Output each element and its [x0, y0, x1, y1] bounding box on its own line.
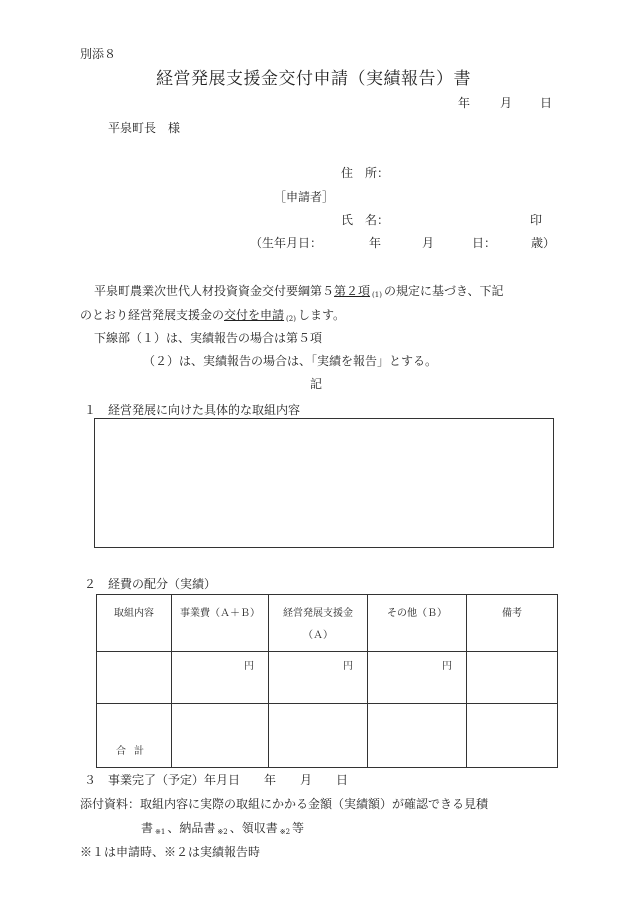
header-other: その他（Ｂ） — [368, 595, 467, 652]
ki-label: 記 — [310, 377, 323, 391]
total-other — [368, 704, 467, 768]
row1-content — [97, 652, 172, 704]
header-remarks: 備考 — [467, 595, 558, 652]
birth-year: 年 — [369, 236, 382, 250]
body-line-1: 平泉町農業次世代人材投資資金交付要綱第５第２項 (1) の規定に基づき、下記 — [94, 284, 504, 299]
name-label: 氏 名： — [341, 213, 390, 227]
table-total-row — [97, 704, 558, 768]
section3-line: ３ 事業完了（予定）年月日 年 月 日 — [84, 773, 349, 787]
row1-other: 円 — [368, 652, 467, 704]
date-day: 日 — [540, 96, 553, 110]
note-2: （２）は、実績報告の場合は、「実績を報告」とする。 — [143, 354, 438, 368]
header-content: 取組内容 — [97, 595, 172, 652]
total-project-cost — [172, 704, 269, 768]
note-1: 下線部（１）は、実績報告の場合は第５項 — [94, 331, 323, 345]
subscript-2: (2) — [286, 315, 296, 323]
document-title: 経営発展支援金交付申請（実績報告）書 — [156, 69, 471, 89]
date-year: 年 — [458, 96, 471, 110]
row1-remarks — [467, 652, 558, 704]
total-support-fund — [269, 704, 368, 768]
date-month: 月 — [500, 96, 513, 110]
header-project-cost: 事業費（Ａ＋Ｂ） — [172, 595, 269, 652]
cost-table — [96, 594, 558, 768]
underline-1: 第２項 — [334, 284, 371, 298]
section1-title: 経営発展に向けた具体的な取組内容 — [108, 403, 301, 417]
table-header-row — [97, 595, 558, 652]
underline-2: 交付を申請 — [224, 308, 285, 322]
section1-number: １ — [84, 403, 97, 417]
seal-mark: 印 — [530, 213, 543, 227]
birth-open: （生年月日： — [250, 236, 323, 250]
annex-label: 別添８ — [80, 47, 117, 61]
body-line-2: のとおり経営発展支援金の交付を申請 (2) します。 — [80, 308, 345, 323]
attachments-line-2: 書 ※1 、納品書 ※2 、領収書 ※2 等 — [141, 821, 305, 836]
birth-month: 月 — [422, 236, 435, 250]
section2-title: 経費の配分（実績） — [108, 577, 217, 591]
section2-number: ２ — [84, 577, 97, 591]
addressee: 平泉町長 様 — [108, 121, 181, 135]
applicant-role: ［申請者］ — [274, 190, 335, 204]
section1-content-box — [94, 418, 554, 548]
attachments-line-1: 添付資料：取組内容に実際の取組にかかる金額（実績額）が確認できる見積 — [80, 797, 489, 811]
address-label: 住 所： — [341, 166, 390, 180]
birth-day-age: 日： — [472, 236, 497, 250]
subscript-1: (1) — [372, 291, 382, 299]
attachments-note: ※１は申請時、※２は実績報告時 — [80, 845, 261, 859]
header-support-fund: 経営発展支援金 （Ａ） — [269, 595, 368, 652]
total-remarks — [467, 704, 558, 768]
total-label: 合計 — [97, 704, 172, 768]
birth-close: 歳） — [531, 236, 556, 250]
row1-project-cost: 円 — [172, 652, 269, 704]
row1-support-fund: 円 — [269, 652, 368, 704]
table-row — [97, 652, 558, 704]
